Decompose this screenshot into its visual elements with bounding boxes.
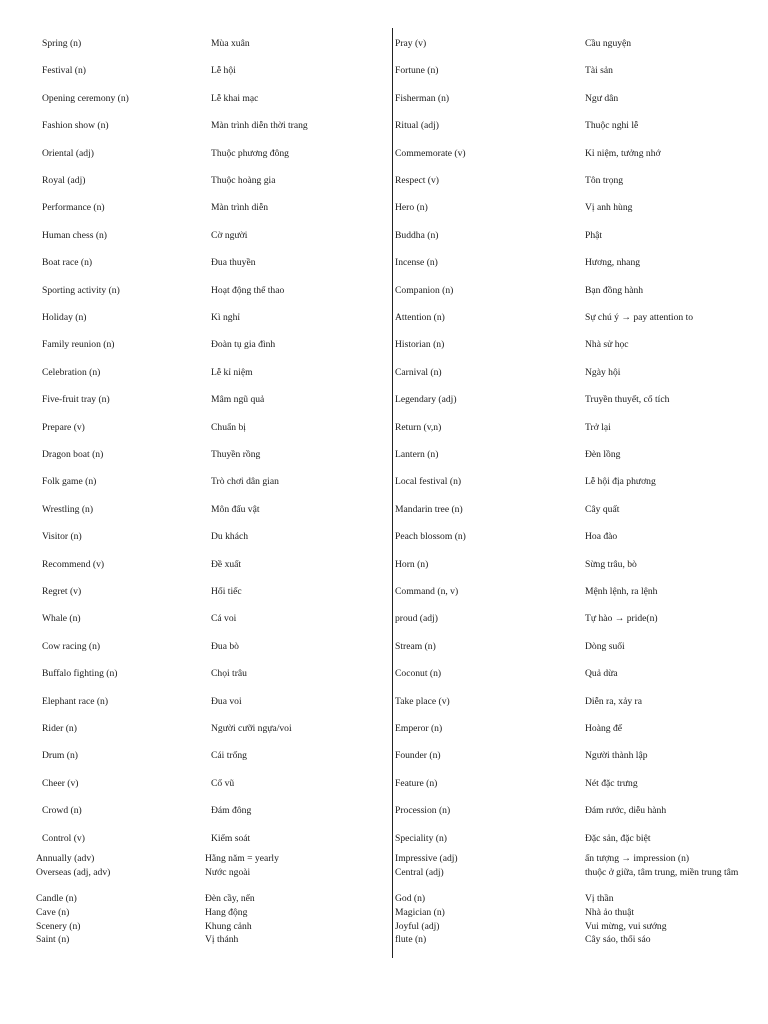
- vietnamese-meaning-right: Hương, nhang: [585, 257, 641, 268]
- english-term-left: Buffalo fighting (n): [42, 668, 118, 679]
- vocab-row: [0, 805, 768, 819]
- vocab-row: [0, 641, 768, 655]
- vietnamese-meaning-right: Lễ hội địa phương: [585, 476, 656, 487]
- vietnamese-meaning-right: Dòng suối: [585, 641, 625, 652]
- vietnamese-meaning-right: Phật: [585, 230, 603, 241]
- english-term-right: Speciality (n): [395, 833, 447, 844]
- english-term-right: Coconut (n): [395, 668, 442, 679]
- english-term-left: Celebration (n): [42, 367, 101, 378]
- vietnamese-meaning-left: Người cưỡi ngựa/voi: [211, 723, 292, 734]
- vocab-row: [0, 476, 768, 490]
- vietnamese-meaning-right: Đám rước, diễu hành: [585, 805, 667, 816]
- english-term-right: Ritual (adj): [395, 120, 439, 131]
- english-term-left: Crowd (n): [42, 805, 82, 816]
- vocab-row: [0, 778, 768, 792]
- vietnamese-meaning-left: Chọi trâu: [211, 668, 247, 679]
- english-term-left: Fashion show (n): [42, 120, 109, 131]
- english-term-right: Take place (v): [395, 696, 450, 707]
- english-term-right: Fisherman (n): [395, 93, 450, 104]
- vietnamese-meaning-right: Tự hào → pride(n): [585, 613, 658, 624]
- vietnamese-meaning-left: Màn trình diễn: [211, 202, 269, 213]
- vietnamese-meaning-right: Tài sản: [585, 65, 613, 76]
- english-term-right: Impressive (adj): [395, 853, 458, 864]
- vietnamese-meaning-right: Vị anh hùng: [585, 202, 633, 213]
- vietnamese-meaning-left: Đám đông: [211, 805, 252, 816]
- english-term-right: Command (n, v): [395, 586, 459, 597]
- vocab-row: [0, 175, 768, 189]
- vietnamese-meaning-right: Quả dừa: [585, 668, 618, 679]
- vietnamese-meaning-right: Hoa đào: [585, 531, 618, 542]
- vietnamese-meaning-left: Đua voi: [211, 696, 242, 707]
- vocab-row: [0, 867, 768, 881]
- vietnamese-meaning-right: thuộc ở giữa, tâm trung, miền trung tâm: [585, 867, 739, 878]
- vietnamese-meaning-left: Đoàn tụ gia đình: [211, 339, 276, 350]
- english-term-right: Horn (n): [395, 559, 429, 570]
- english-term-left: Sporting activity (n): [42, 285, 120, 296]
- vietnamese-meaning-left: Nước ngoài: [205, 867, 251, 878]
- vietnamese-meaning-left: Hằng năm = yearly: [205, 853, 279, 864]
- english-term-right: Pray (v): [395, 38, 427, 49]
- english-term-right: Joyful (adj): [395, 921, 440, 932]
- vietnamese-meaning-left: Hoạt động thể thao: [211, 285, 285, 296]
- english-term-left: Recommend (v): [42, 559, 105, 570]
- english-term-right: Magician (n): [395, 907, 445, 918]
- vietnamese-meaning-left: Trò chơi dân gian: [211, 476, 279, 487]
- vietnamese-meaning-right: Nhà ảo thuật: [585, 907, 635, 918]
- english-term-right: Feature (n): [395, 778, 438, 789]
- english-term-left: Holiday (n): [42, 312, 87, 323]
- english-term-left: Overseas (adj, adv): [36, 867, 111, 878]
- english-term-right: Lantern (n): [395, 449, 439, 460]
- vietnamese-meaning-left: Vị thánh: [205, 934, 239, 945]
- english-term-right: Procession (n): [395, 805, 451, 816]
- vietnamese-meaning-right: Đặc sản, đặc biệt: [585, 833, 651, 844]
- english-term-left: Scenery (n): [36, 921, 81, 932]
- vietnamese-meaning-right: Vị thần: [585, 893, 614, 904]
- vocab-row: [0, 120, 768, 134]
- vietnamese-meaning-right: ấn tượng → impression (n): [585, 853, 690, 864]
- english-term-left: Wrestling (n): [42, 504, 94, 515]
- vocab-row: [0, 833, 768, 847]
- english-term-left: Dragon boat (n): [42, 449, 104, 460]
- english-term-right: Attention (n): [395, 312, 445, 323]
- english-term-right: proud (adj): [395, 613, 438, 624]
- english-term-right: Incense (n): [395, 257, 438, 268]
- vietnamese-meaning-left: Mâm ngũ quả: [211, 394, 265, 405]
- english-term-left: Performance (n): [42, 202, 105, 213]
- vocab-row: [0, 853, 768, 867]
- vocab-row: [0, 449, 768, 463]
- vietnamese-meaning-right: Hoàng đế: [585, 723, 623, 734]
- vietnamese-meaning-left: Kiểm soát: [211, 833, 251, 844]
- vietnamese-meaning-right: Mệnh lệnh, ra lệnh: [585, 586, 658, 597]
- english-term-right: Local festival (n): [395, 476, 462, 487]
- english-term-left: Human chess (n): [42, 230, 108, 241]
- vietnamese-meaning-left: Đèn cầy, nến: [205, 893, 255, 904]
- vietnamese-meaning-right: Đèn lồng: [585, 449, 621, 460]
- vocab-row: [0, 893, 768, 907]
- vietnamese-meaning-right: Người thành lập: [585, 750, 648, 761]
- english-term-right: Legendary (adj): [395, 394, 457, 405]
- vietnamese-meaning-left: Thuyền rồng: [211, 449, 261, 460]
- vocab-row: [0, 696, 768, 710]
- vietnamese-meaning-left: Cá voi: [211, 613, 237, 624]
- vocab-row: [0, 504, 768, 518]
- english-term-left: Drum (n): [42, 750, 78, 761]
- vietnamese-meaning-right: Thuộc nghi lễ: [585, 120, 639, 131]
- vocab-row: [0, 202, 768, 216]
- vocab-row: [0, 65, 768, 79]
- english-term-left: Prepare (v): [42, 422, 85, 433]
- english-term-right: Carnival (n): [395, 367, 442, 378]
- vietnamese-meaning-right: Ngư dân: [585, 93, 619, 104]
- english-term-left: Cow racing (n): [42, 641, 101, 652]
- vietnamese-meaning-left: Du khách: [211, 531, 249, 542]
- english-term-left: Oriental (adj): [42, 148, 94, 159]
- english-term-left: Rider (n): [42, 723, 77, 734]
- vietnamese-meaning-left: Đua thuyền: [211, 257, 256, 268]
- vocab-row: [0, 559, 768, 573]
- vietnamese-meaning-right: Vui mừng, vui sướng: [585, 921, 667, 932]
- english-term-left: Royal (adj): [42, 175, 86, 186]
- vietnamese-meaning-left: Đua bò: [211, 641, 239, 652]
- english-term-left: Regret (v): [42, 586, 82, 597]
- vocab-row: [0, 257, 768, 271]
- vietnamese-meaning-left: Lễ kỉ niệm: [211, 367, 253, 378]
- vietnamese-meaning-right: Nhà sử học: [585, 339, 629, 350]
- english-term-left: Whale (n): [42, 613, 81, 624]
- vietnamese-meaning-left: Đề xuất: [211, 559, 242, 570]
- vocab-row: [0, 921, 768, 935]
- english-term-right: Hero (n): [395, 202, 428, 213]
- vietnamese-meaning-left: Môn đấu vật: [211, 504, 260, 515]
- english-term-left: Cave (n): [36, 907, 70, 918]
- english-term-left: Boat race (n): [42, 257, 93, 268]
- vietnamese-meaning-right: Cầu nguyện: [585, 38, 632, 49]
- vietnamese-meaning-right: Bạn đồng hành: [585, 285, 644, 296]
- vietnamese-meaning-left: Màn trình diễn thời trang: [211, 120, 308, 131]
- english-term-left: Cheer (v): [42, 778, 79, 789]
- english-term-right: Emperor (n): [395, 723, 443, 734]
- english-term-right: Return (v,n): [395, 422, 442, 433]
- vocab-row: [0, 750, 768, 764]
- vietnamese-meaning-right: Kỉ niệm, tưởng nhớ: [585, 148, 661, 159]
- vietnamese-meaning-right: Truyền thuyết, cổ tích: [585, 394, 670, 405]
- vietnamese-meaning-right: Nét đặc trưng: [585, 778, 638, 789]
- english-term-right: Historian (n): [395, 339, 445, 350]
- english-term-right: Fortune (n): [395, 65, 439, 76]
- english-term-left: Five-fruit tray (n): [42, 394, 110, 405]
- english-term-right: Central (adj): [395, 867, 444, 878]
- vietnamese-meaning-left: Kì nghỉ: [211, 312, 241, 323]
- english-term-right: Peach blossom (n): [395, 531, 466, 542]
- vocab-row: [0, 668, 768, 682]
- vietnamese-meaning-left: Cờ người: [211, 230, 248, 241]
- english-term-right: Respect (v): [395, 175, 439, 186]
- english-term-left: Spring (n): [42, 38, 82, 49]
- english-term-right: Founder (n): [395, 750, 441, 761]
- vocab-row: [0, 934, 768, 948]
- vietnamese-meaning-right: Ngày hội: [585, 367, 621, 378]
- english-term-left: Family reunion (n): [42, 339, 115, 350]
- english-term-left: Candle (n): [36, 893, 77, 904]
- vocab-row: [0, 285, 768, 299]
- vietnamese-meaning-right: Tôn trọng: [585, 175, 624, 186]
- vietnamese-meaning-left: Mùa xuân: [211, 38, 250, 49]
- english-term-left: Festival (n): [42, 65, 86, 76]
- english-term-left: Visitor (n): [42, 531, 82, 542]
- english-term-left: Opening ceremony (n): [42, 93, 129, 104]
- vietnamese-meaning-left: Cái trống: [211, 750, 247, 761]
- vietnamese-meaning-left: Thuộc hoàng gia: [211, 175, 276, 186]
- vocab-row: [0, 148, 768, 162]
- english-term-left: Folk game (n): [42, 476, 97, 487]
- vocab-row: [0, 531, 768, 545]
- english-term-right: Stream (n): [395, 641, 436, 652]
- english-term-right: God (n): [395, 893, 426, 904]
- vietnamese-meaning-left: Hang động: [205, 907, 248, 918]
- english-term-left: Annually (adv): [36, 853, 95, 864]
- vietnamese-meaning-right: Cây sáo, thổi sáo: [585, 934, 651, 945]
- vocab-row: [0, 93, 768, 107]
- vocab-row: [0, 907, 768, 921]
- vietnamese-meaning-left: Cổ vũ: [211, 778, 235, 789]
- english-term-right: Commemorate (v): [395, 148, 466, 159]
- english-term-left: Elephant race (n): [42, 696, 109, 707]
- vocab-row: [0, 339, 768, 353]
- english-term-left: Control (v): [42, 833, 85, 844]
- vocab-row: [0, 367, 768, 381]
- vietnamese-meaning-left: Lễ hội: [211, 65, 236, 76]
- vocab-row: [0, 312, 768, 326]
- vietnamese-meaning-right: Sự chú ý → pay attention to: [585, 312, 694, 323]
- vocab-row: [0, 613, 768, 627]
- english-term-right: Companion (n): [395, 285, 454, 296]
- english-term-left: Saint (n): [36, 934, 70, 945]
- vocab-row: [0, 422, 768, 436]
- vocab-row: [0, 394, 768, 408]
- english-term-right: Mandarin tree (n): [395, 504, 463, 515]
- vietnamese-meaning-left: Chuẩn bị: [211, 422, 246, 433]
- english-term-right: Buddha (n): [395, 230, 439, 241]
- vietnamese-meaning-right: Trở lại: [585, 422, 611, 433]
- vocab-row: [0, 586, 768, 600]
- vocab-row: [0, 723, 768, 737]
- vocab-row: [0, 38, 768, 52]
- vietnamese-meaning-right: Cây quất: [585, 504, 620, 515]
- vietnamese-meaning-left: Thuộc phương đông: [211, 148, 289, 159]
- vietnamese-meaning-right: Diễn ra, xảy ra: [585, 696, 643, 707]
- vocab-row: [0, 230, 768, 244]
- vietnamese-meaning-left: Khung cảnh: [205, 921, 252, 932]
- vietnamese-meaning-right: Sừng trâu, bò: [585, 559, 637, 570]
- english-term-right: flute (n): [395, 934, 427, 945]
- vietnamese-meaning-left: Hối tiếc: [211, 586, 242, 597]
- vietnamese-meaning-left: Lễ khai mạc: [211, 93, 259, 104]
